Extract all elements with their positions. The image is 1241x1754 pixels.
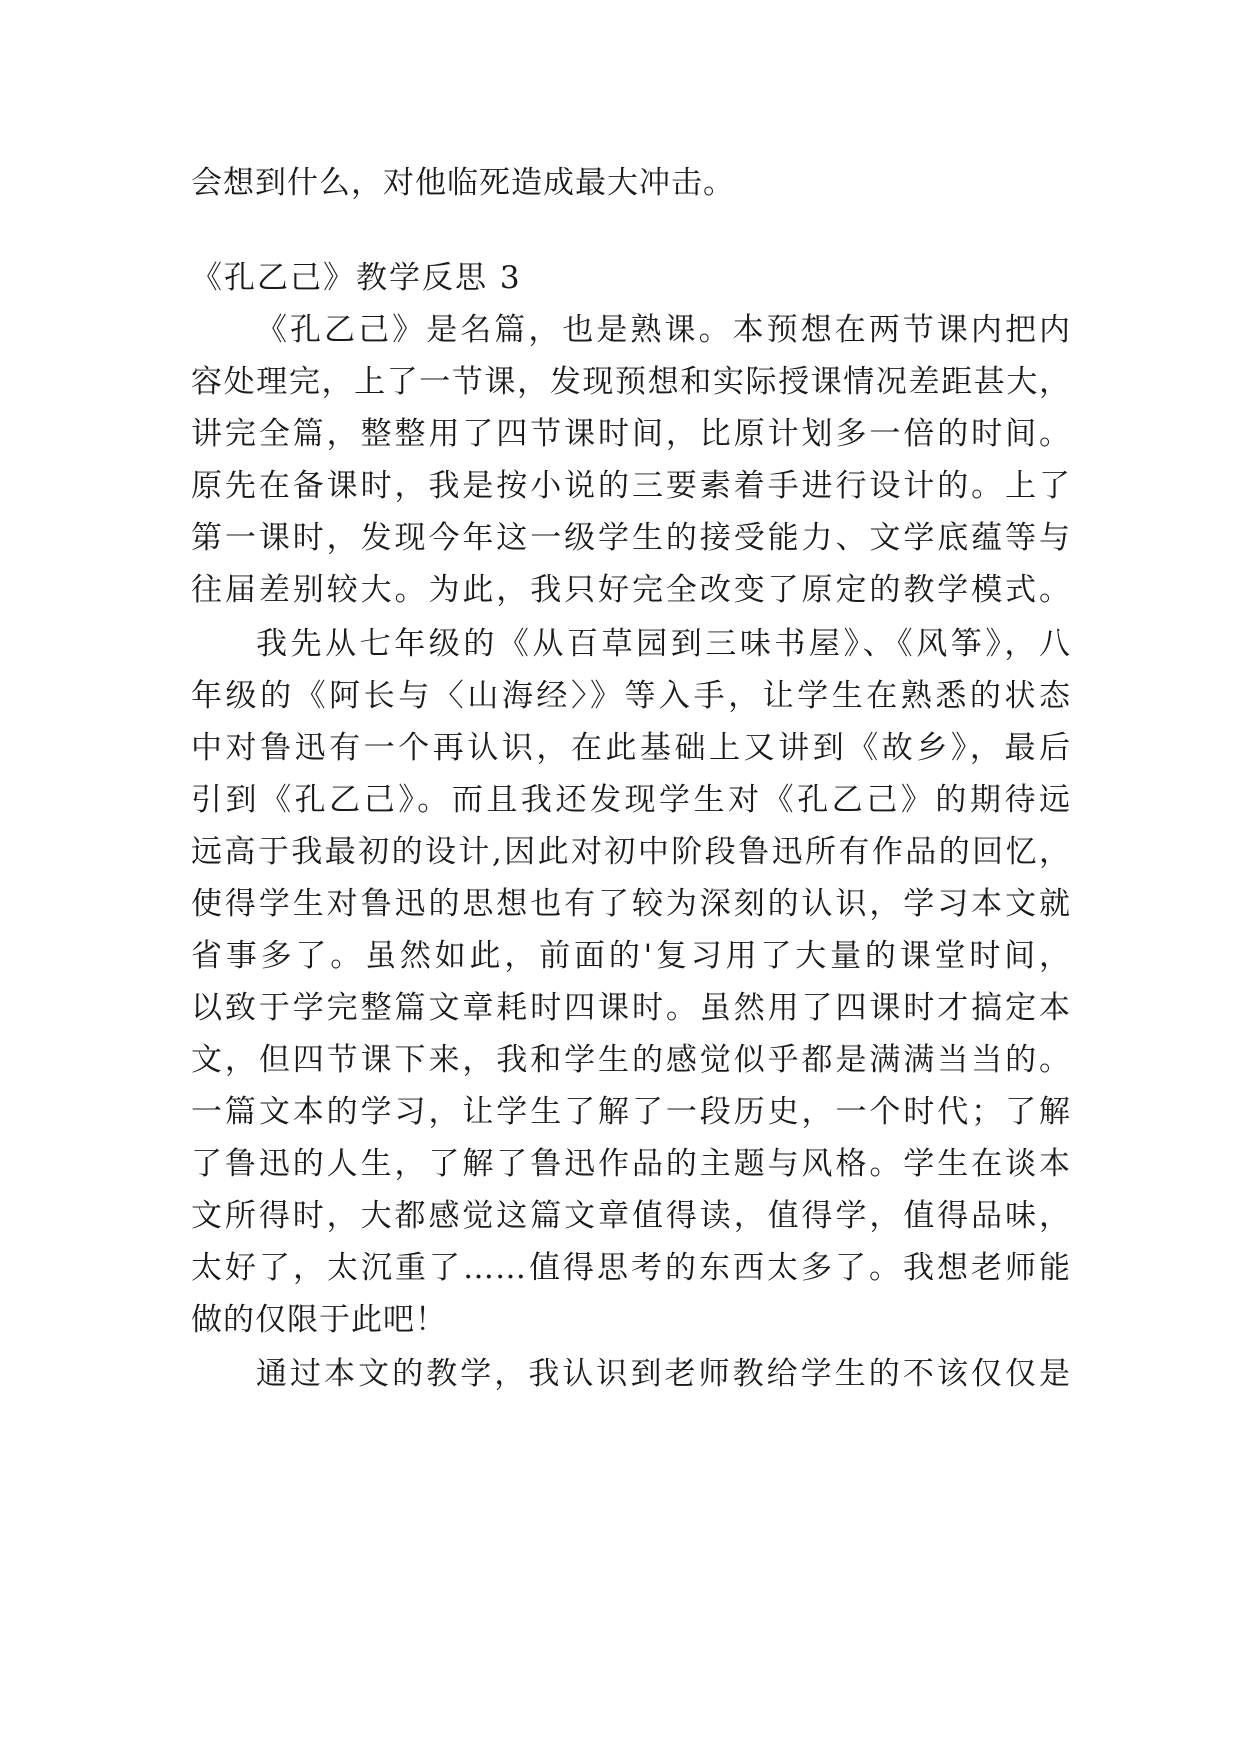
- text-line: 文，但四节课下来，我和学生的感觉似乎都是满满当当的。: [191, 1042, 1071, 1078]
- text-line: 了鲁迅的人生，了解了鲁迅作品的主题与风格。学生在谈本: [191, 1146, 1071, 1182]
- text-line: 省事多了。虽然如此，前面的'复习用了大量的课堂时间，: [191, 938, 1071, 974]
- text-line: 第一课时，发现今年这一级学生的接受能力、文学底蕴等与: [191, 520, 1071, 556]
- text-line: 往届差别较大。为此，我只好完全改变了原定的教学模式。: [191, 572, 1071, 608]
- text-line: 使得学生对鲁迅的思想也有了较为深刻的认识，学习本文就: [191, 886, 1071, 922]
- text-line: 容处理完，上了一节课，发现预想和实际授课情况差距甚大，: [191, 364, 1071, 400]
- text-line: 年级的《阿长与〈山海经〉》等入手，让学生在熟悉的状态: [191, 678, 1071, 714]
- section-heading: 《孔乙己》教学反思 3: [191, 260, 522, 296]
- paragraph-first-line: 我先从七年级的《从百草园到三味书屋》、《风筝》，八: [256, 626, 1071, 662]
- paragraph-last-line: 做的仅限于此吧！: [191, 1302, 447, 1338]
- text-line: 中对鲁迅有一个再认识，在此基础上又讲到《故乡》，最后: [191, 730, 1071, 766]
- text-line: 讲完全篇，整整用了四节课时间，比原计划多一倍的时间。: [191, 416, 1071, 452]
- text-line: 以致于学完整篇文章耗时四课时。虽然用了四课时才搞定本: [191, 990, 1071, 1026]
- text-line: 原先在备课时，我是按小说的三要素着手进行设计的。上了: [191, 468, 1071, 504]
- text-line: 太好了，太沉重了……值得思考的东西太多了。我想老师能: [191, 1250, 1071, 1286]
- text-line: 远高于我最初的设计,因此对初中阶段鲁迅所有作品的回忆，: [191, 834, 1071, 870]
- text-line: 会想到什么，对他临死造成最大冲击。: [191, 165, 735, 201]
- paragraph-first-line: 通过本文的教学，我认识到老师教给学生的不该仅仅是: [256, 1356, 1071, 1392]
- text-line: 引到《孔乙己》。而且我还发现学生对《孔乙己》的期待远: [191, 782, 1071, 818]
- paragraph-first-line: 《孔乙己》是名篇，也是熟课。本预想在两节课内把内: [256, 312, 1071, 348]
- text-line: 文所得时，大都感觉这篇文章值得读，值得学，值得品味，: [191, 1198, 1071, 1234]
- text-line: 一篇文本的学习，让学生了解了一段历史，一个时代；了解: [191, 1094, 1071, 1130]
